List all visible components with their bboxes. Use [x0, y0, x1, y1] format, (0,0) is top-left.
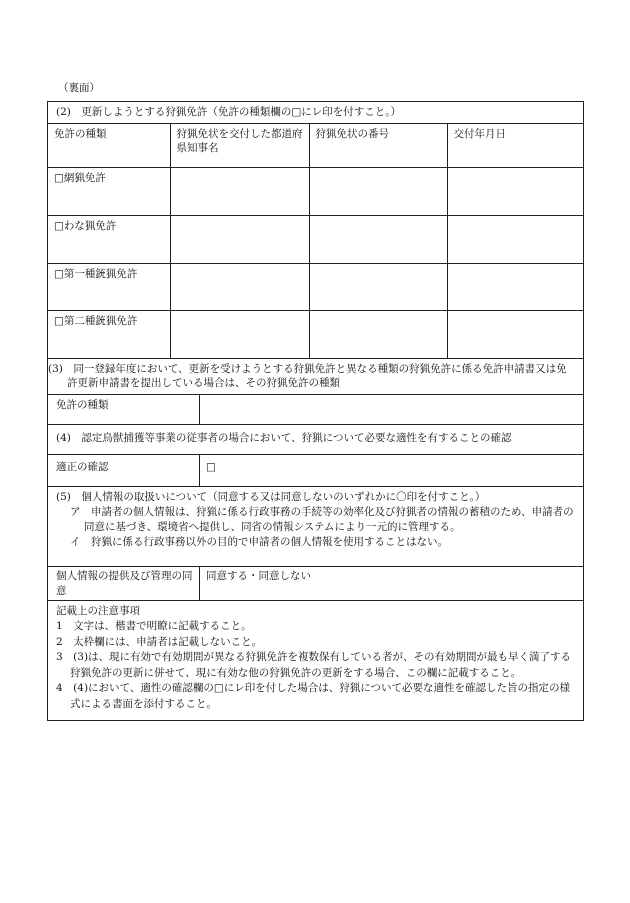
consent-choice[interactable]: 同意する・同意しない [206, 569, 311, 582]
section-4-title: (4) 認定鳥獣捕獲等事業の従事者の場合において、狩猟について必要な適性を有することの確認 [48, 425, 583, 455]
issue-date-cell[interactable] [447, 168, 583, 216]
note-item: 3 (3)は、現に有効で有効期間が異なる狩猟免許を複数保有している者が、その有効期間が最も早く満了する狩猟免許の更新に併せて、現に有効な他の狩猟免許の更新をする場合、この欄に記載すること。 [56, 651, 572, 679]
note-item: 2 太枠欄には、申請者は記載しないこと。 [56, 635, 263, 648]
application-form [47, 101, 584, 721]
field-label: 個人情報の提供及び管理の同意 [48, 567, 200, 600]
section-2-title: (2) 更新しようとする狩猟免許（免許の種類欄の□にレ印を付すこと。） [48, 102, 583, 124]
table-row [48, 264, 583, 311]
notes-title: 記載上の注意事項 [56, 604, 140, 617]
aptitude-checkbox[interactable]: □ [206, 460, 216, 473]
column-header: 狩猟免状の番号 [309, 124, 447, 168]
privacy-item-a: ア 申請者の個人情報は、狩猟に係る行政事務の手続等の効率化及び狩猟者の情報の蓄積のため、申請者の同意に基づき、環境省へ提供し、同省の情報システムにより一元的に管理する。 [70, 505, 574, 533]
field-label: 免許の種類 [48, 395, 200, 424]
section-5-title: (5) 個人情報の取扱いについて（同意する又は同意しないのいずれかに〇印を付すこと。） [56, 490, 486, 503]
license-number-cell[interactable] [309, 311, 447, 358]
section-5-privacy [48, 487, 583, 567]
field-label: 適正の確認 [48, 455, 200, 486]
other-license-type-field[interactable] [200, 395, 583, 424]
license-type-checkbox[interactable]: □わな猟免許 [48, 216, 170, 264]
aptitude-row [48, 455, 583, 487]
governor-name-cell[interactable] [170, 216, 309, 264]
note-item: 1 文字は、楷書で明瞭に記載すること。 [56, 620, 252, 632]
notes-section [48, 601, 583, 721]
license-number-cell[interactable] [309, 168, 447, 216]
table-row [48, 311, 583, 358]
page-side-label: （裏面） [58, 82, 100, 94]
license-number-cell[interactable] [309, 264, 447, 311]
governor-name-cell[interactable] [170, 264, 309, 311]
column-header: 狩猟免状を交付した都道府県知事名 [170, 124, 309, 168]
privacy-item-b: イ 狩猟に係る行政事務以外の目的で申請者の個人情報を使用することはない。 [70, 535, 448, 548]
consent-row [48, 567, 583, 601]
license-number-cell[interactable] [309, 216, 447, 264]
other-license-row [48, 395, 583, 425]
governor-name-cell[interactable] [170, 311, 309, 358]
table-row [48, 168, 583, 216]
license-type-checkbox[interactable]: □第二種銃猟免許 [48, 311, 170, 358]
note-item: 4 (4)において、適性の確認欄の□にレ印を付した場合は、狩猟について必要な適性を確認した旨の指定の様式による書面を添付すること。 [56, 682, 571, 710]
table-row [48, 216, 583, 264]
section-3-title: (3) 同一登録年度において、更新を受けようとする狩猟免許と異なる種類の狩猟免許に係る免許申請書又は免許更新申請書を提出している場合は、その狩猟免許の種類 [48, 358, 583, 395]
license-table [48, 124, 583, 358]
issue-date-cell[interactable] [447, 311, 583, 358]
license-type-checkbox[interactable]: □第一種銃猟免許 [48, 264, 170, 311]
column-header: 交付年月日 [447, 124, 583, 168]
issue-date-cell[interactable] [447, 264, 583, 311]
issue-date-cell[interactable] [447, 216, 583, 264]
column-header: 免許の種類 [48, 124, 170, 168]
license-table-header [48, 124, 583, 168]
governor-name-cell[interactable] [170, 168, 309, 216]
license-type-checkbox[interactable]: □網猟免許 [48, 168, 170, 216]
